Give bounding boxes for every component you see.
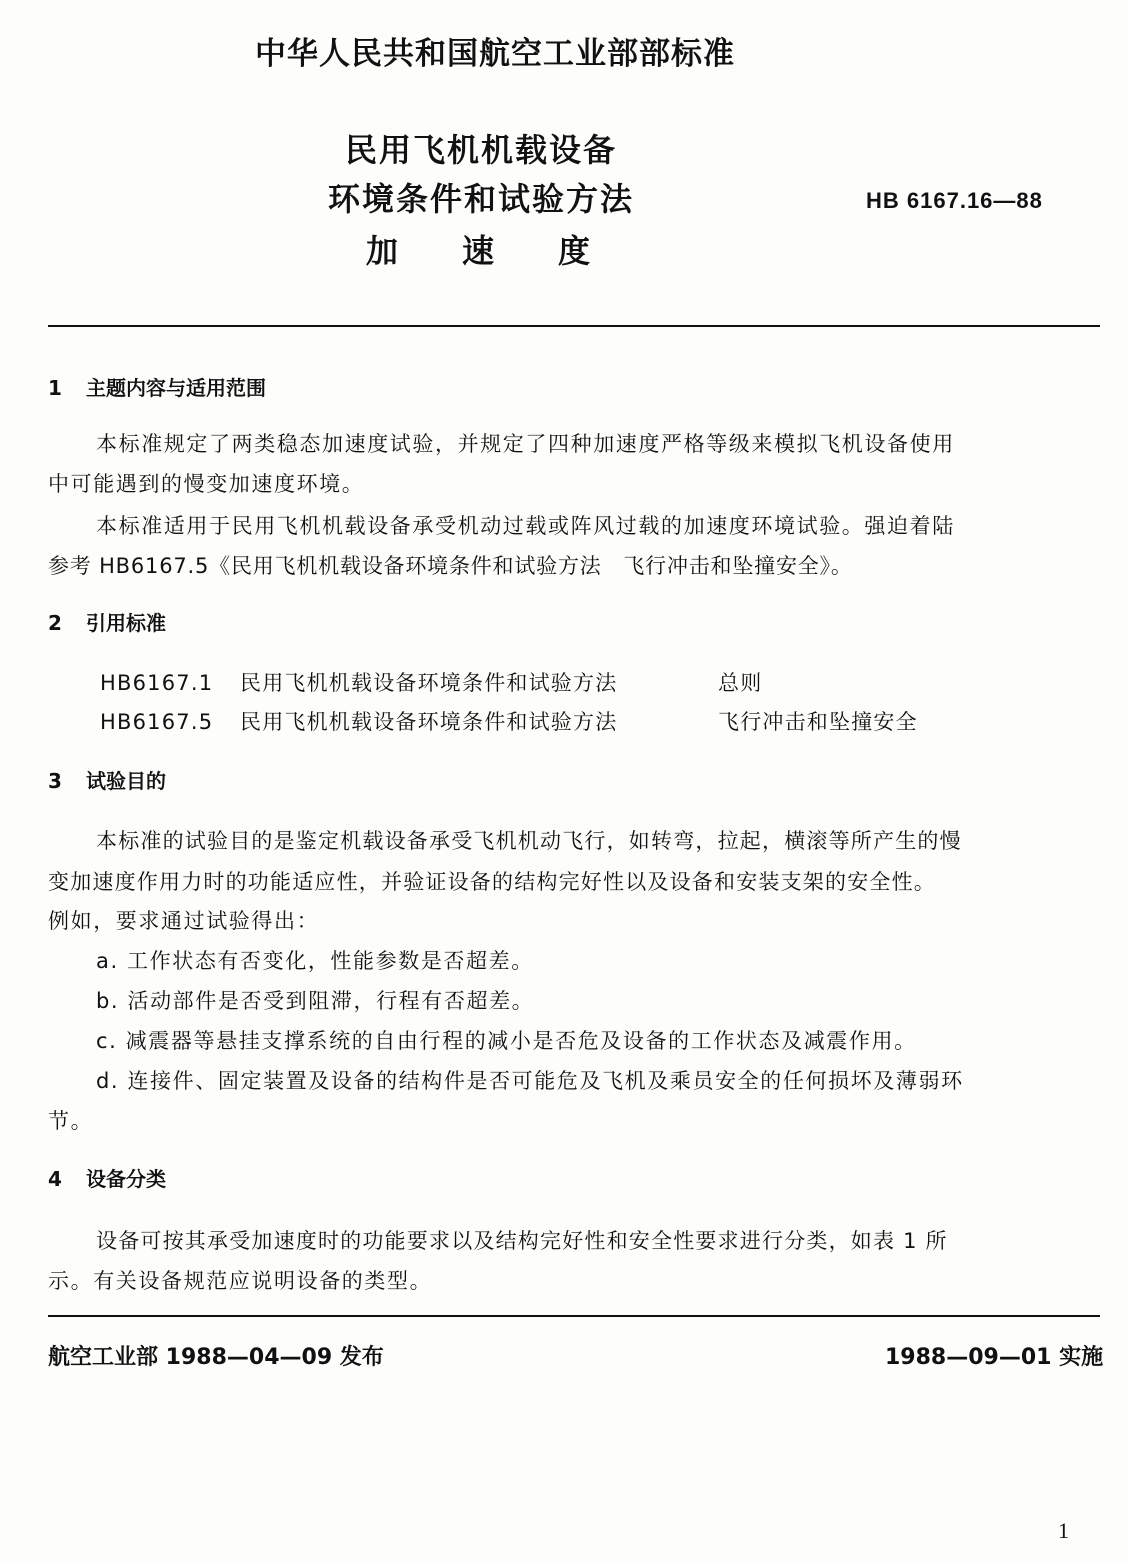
- reference-code: HB6167.5: [100, 710, 214, 734]
- paragraph-line: 设备可按其承受加速度时的功能要求以及结构完好性和安全性要求进行分类，如表 1 所: [96, 1229, 948, 1253]
- reference-name: 民用飞机机载设备环境条件和试验方法: [240, 671, 618, 695]
- page-number: 1: [1058, 1518, 1069, 1543]
- section-number: 3: [48, 769, 62, 793]
- section-number: 1: [48, 376, 62, 400]
- reference-code: HB6167.1: [100, 671, 214, 695]
- reference-name: 民用飞机机载设备环境条件和试验方法: [240, 710, 618, 734]
- paragraph-line: 本标准规定了两类稳态加速度试验，并规定了四种加速度严格等级来模拟飞机设备使用: [96, 432, 955, 456]
- paragraph-line: 中可能遇到的慢变加速度环境。: [48, 472, 365, 496]
- reference-item: [100, 706, 918, 736]
- list-item-b: b. 活动部件是否受到阻滞，行程有否超差。: [96, 989, 535, 1013]
- document-number: HB 6167.16—88: [866, 188, 1043, 213]
- section-1-heading: [48, 372, 266, 401]
- title-char: 速: [462, 232, 497, 270]
- section-title: 设备分类: [86, 1167, 166, 1191]
- section-4-heading: [48, 1163, 166, 1192]
- paragraph-line: 本标准的试验目的是鉴定机载设备承受飞机机动飞行，如转弯，拉起，横滚等所产生的慢: [96, 829, 962, 853]
- section-3-heading: [48, 765, 166, 794]
- effective-date: 1988—09—01 实施: [885, 1345, 1104, 1370]
- paragraph-line: 节。: [48, 1109, 94, 1133]
- title-char: 加: [366, 232, 401, 270]
- section-2-heading: [48, 607, 166, 636]
- section-number: 4: [48, 1167, 62, 1191]
- issuing-authority: 中华人民共和国航空工业部部标准: [255, 36, 735, 72]
- header-divider: [48, 325, 1100, 327]
- paragraph-line: 示。有关设备规范应说明设备的类型。: [48, 1269, 433, 1293]
- list-item-c: c. 减震器等悬挂支撑系统的自由行程的减小是否危及设备的工作状态及减震作用。: [96, 1029, 917, 1053]
- reference-item: [100, 667, 762, 697]
- footer-divider: [48, 1315, 1100, 1317]
- section-title: 试验目的: [86, 769, 166, 793]
- reference-part: 总则: [718, 671, 763, 695]
- section-title: 主题内容与适用范围: [86, 376, 266, 400]
- title-char: 度: [558, 232, 593, 270]
- title-line-2: 环境条件和试验方法: [328, 180, 635, 218]
- title-line-1: 民用飞机机载设备: [345, 131, 618, 169]
- paragraph-line: 参考 HB6167.5《民用飞机机载设备环境条件和试验方法 飞行冲击和坠撞安全》。: [48, 554, 853, 578]
- paragraph-line: 例如，要求通过试验得出：: [48, 909, 320, 933]
- issue-date: 航空工业部 1988—04—09 发布: [48, 1345, 384, 1370]
- paragraph-line: 本标准适用于民用飞机机载设备承受机动过载或阵风过载的加速度环境试验。强迫着陆: [96, 514, 955, 538]
- reference-part: 飞行冲击和坠撞安全: [718, 710, 918, 734]
- list-item-d: d. 连接件、固定装置及设备的结构件是否可能危及飞机及乘员安全的任何损坏及薄弱环: [96, 1069, 964, 1093]
- section-number: 2: [48, 611, 62, 635]
- title-line-3: [366, 226, 654, 272]
- section-title: 引用标准: [86, 611, 166, 635]
- list-item-a: a. 工作状态有否变化，性能参数是否超差。: [96, 949, 534, 973]
- paragraph-line: 变加速度作用力时的功能适应性，并验证设备的结构完好性以及设备和安装支架的安全性。: [48, 870, 936, 894]
